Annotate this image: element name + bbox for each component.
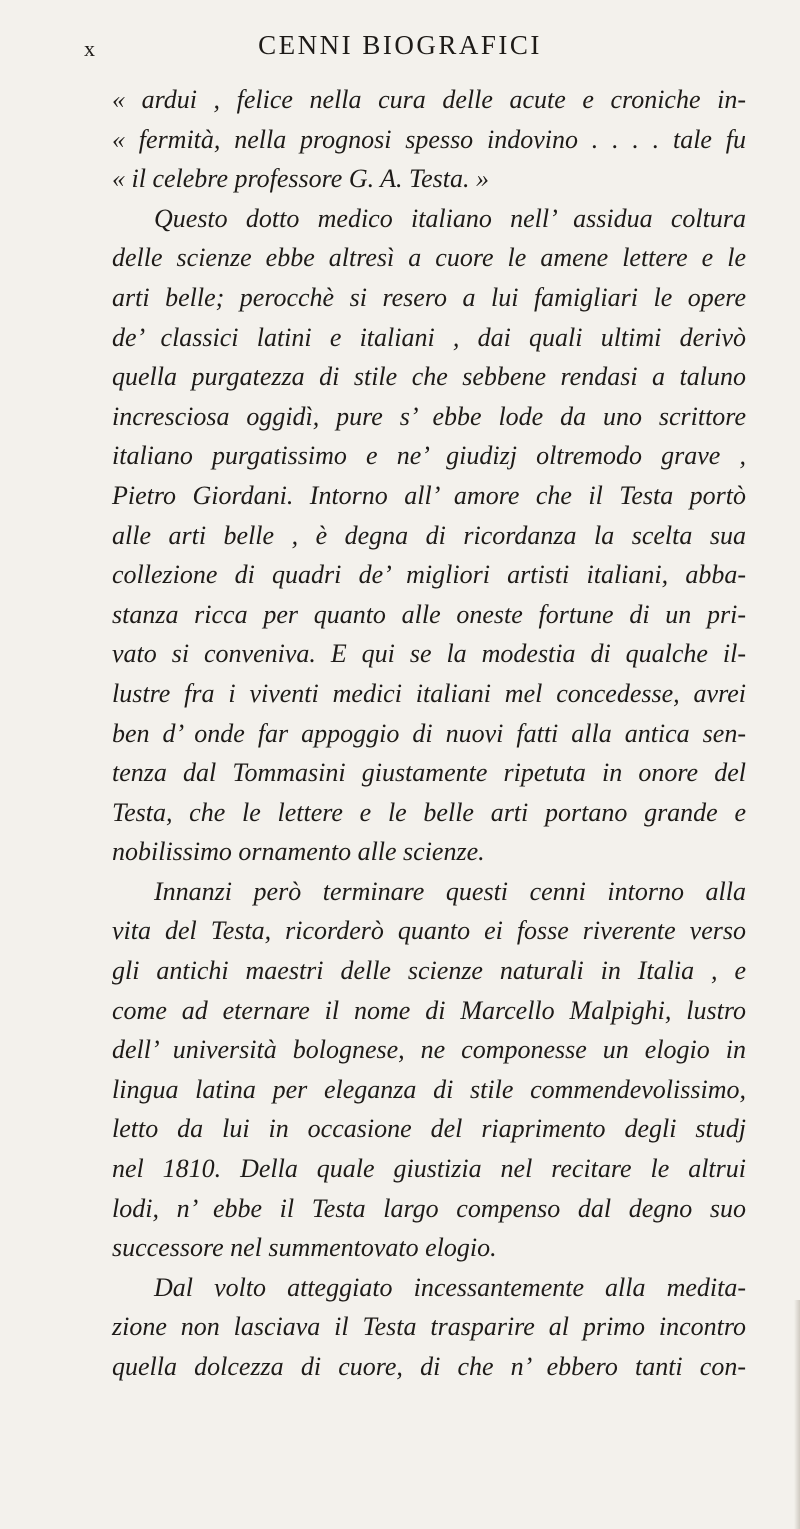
text-line: quella purgatezza di stile che sebbene rendasi a taluno bbox=[112, 362, 746, 392]
text-line: « il celebre professore G. A. Testa. » bbox=[112, 164, 489, 194]
text-line: lustre fra i viventi medici italiani mel concedesse, avrei bbox=[112, 678, 746, 708]
text-line: Dal volto atteggiato incessantemente alla medita- bbox=[154, 1272, 746, 1302]
text-line: Pietro Giordani. Intorno all’ amore che il Testa portò bbox=[112, 480, 746, 510]
text-line: de’ classici latini e italiani , dai quali ultimi derivò bbox=[112, 322, 746, 352]
text-line: gli antichi maestri delle scienze naturali in Italia , e bbox=[112, 956, 746, 986]
page-edge-shadow bbox=[794, 1300, 800, 1529]
page-number: x bbox=[84, 36, 96, 61]
text-line: Questo dotto medico italiano nell’ assidua coltura bbox=[154, 203, 746, 233]
text-line: incresciosa oggidì, pure s’ ebbe lode da uno scrittore bbox=[112, 401, 746, 431]
page-title: CENNI BIOGRAFICI bbox=[258, 30, 542, 60]
text-line: vato si conveniva. E qui se la modestia di qualche il- bbox=[112, 639, 746, 669]
text-line: alle arti belle , è degna di ricordanza la scelta sua bbox=[112, 520, 746, 550]
text-line: tenza dal Tommasini giustamente ripetuta in onore del bbox=[112, 758, 746, 788]
text-line: collezione di quadri de’ migliori artisti italiani, abba- bbox=[112, 560, 746, 590]
text-line: quella dolcezza di cuore, di che n’ ebbero tanti con- bbox=[112, 1352, 746, 1381]
text-line: « fermità, nella prognosi spesso indovino . . . . tale fu bbox=[112, 124, 746, 154]
text-line: dell’ università bolognese, ne componesse un elogio in bbox=[112, 1035, 746, 1065]
text-line: Testa, che le lettere e le belle arti portano grande e bbox=[112, 797, 746, 827]
text-line: letto da lui in occasione del riaprimento degli studj bbox=[112, 1114, 746, 1144]
text-line: lodi, n’ ebbe il Testa largo compenso dal degno suo bbox=[112, 1193, 746, 1223]
text-line: stanza ricca per quanto alle oneste fortune di un pri- bbox=[112, 599, 746, 629]
text-line: come ad eternare il nome di Marcello Malpighi, lustro bbox=[112, 995, 746, 1025]
body-text bbox=[112, 80, 746, 1387]
text-line: ben d’ onde far appoggio di nuovi fatti alla antica sen- bbox=[112, 718, 746, 748]
text-line: Innanzi però terminare questi cenni intorno alla bbox=[154, 876, 746, 906]
text-line: nel 1810. Della quale giustizia nel recitare le altrui bbox=[112, 1154, 746, 1184]
text-line: delle scienze ebbe altresì a cuore le amene lettere e le bbox=[112, 243, 746, 273]
text-line: lingua latina per eleganza di stile commendevolissimo, bbox=[112, 1074, 746, 1104]
text-line: « ardui , felice nella cura delle acute e croniche in- bbox=[112, 85, 746, 114]
text-line: vita del Testa, ricorderò quanto ei fosse riverente verso bbox=[112, 916, 746, 946]
running-head bbox=[0, 30, 800, 70]
text-line: successore nel summentovato elogio. bbox=[112, 1233, 497, 1263]
text-line: zione non lasciava il Testa trasparire al primo incontro bbox=[112, 1312, 746, 1342]
text-line: italiano purgatissimo e ne’ giudizj oltremodo grave , bbox=[112, 441, 746, 471]
text-line: arti belle; perocchè si resero a lui famigliari le opere bbox=[112, 282, 746, 312]
text-line: nobilissimo ornamento alle scienze. bbox=[112, 837, 485, 867]
